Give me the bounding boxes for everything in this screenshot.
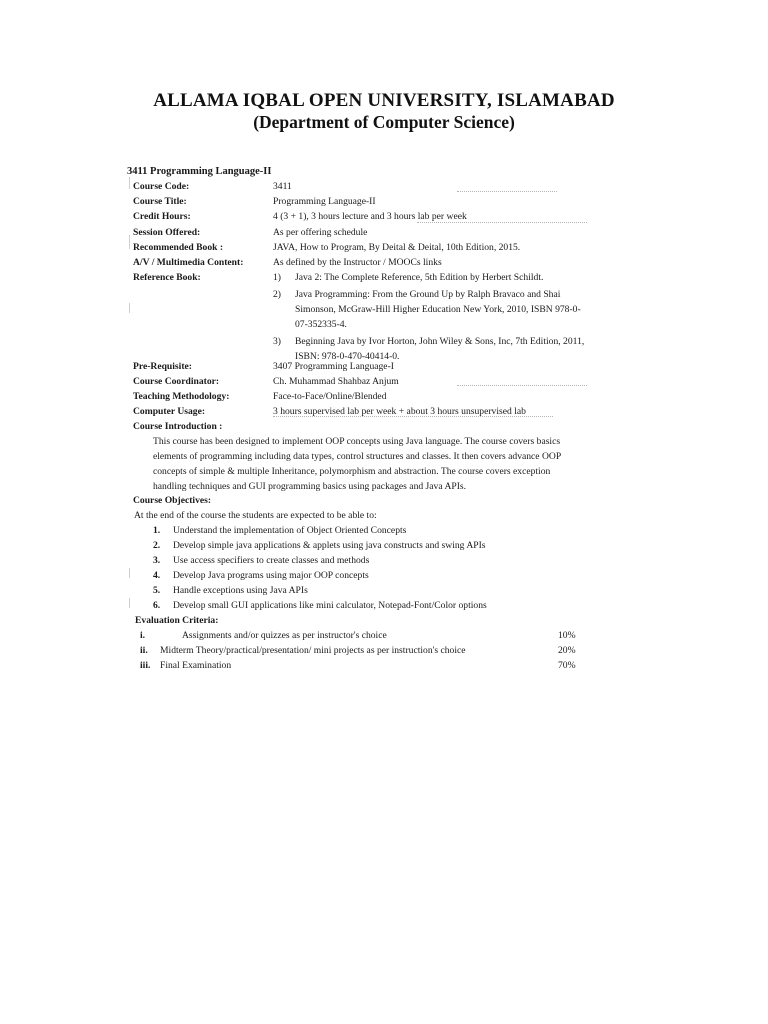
field-label: Course Title: <box>133 196 187 207</box>
objective-number: 4. <box>153 570 161 581</box>
scan-margin-mark <box>129 303 130 313</box>
field-value: Face-to-Face/Online/Blended <box>273 391 387 402</box>
evaluation-weight: 20% <box>558 645 576 656</box>
reference-list <box>273 270 623 364</box>
objective-text: Develop Java programs using major OOP concepts <box>173 570 369 581</box>
reference-item <box>273 270 623 285</box>
course-outline-scan <box>127 163 597 673</box>
field-value: 3407 Programming Language-I <box>273 361 394 372</box>
objective-text: Develop simple java applications & applets using java constructs and swing APIs <box>173 540 486 551</box>
field-value: As defined by the Instructor / MOOCs links <box>273 257 442 268</box>
objective-number: 2. <box>153 540 161 551</box>
evaluation-text: Final Examination <box>160 660 232 671</box>
field-label: Computer Usage: <box>133 406 206 417</box>
objective-item <box>153 568 369 583</box>
reference-number: 3) <box>273 336 281 347</box>
field-label: Teaching Methodology: <box>133 391 230 402</box>
scan-margin-mark <box>129 568 130 578</box>
evaluation-criteria-label: Evaluation Criteria: <box>135 615 219 626</box>
field-value: 3411 <box>273 181 292 192</box>
scan-artifact-line <box>273 416 553 417</box>
field-label: Course Code: <box>133 181 190 192</box>
field-value: Ch. Muhammad Shahbaz Anjum <box>273 376 399 387</box>
evaluation-weight: 10% <box>558 630 576 641</box>
evaluation-text: Midterm Theory/practical/presentation/ mini projects as per instruction's choice <box>160 645 466 656</box>
evaluation-weight: 70% <box>558 660 576 671</box>
reference-line: Java 2: The Complete Reference, 5th Edition by Herbert Schildt. <box>295 272 544 283</box>
evaluation-item <box>140 628 580 643</box>
field-label: Credit Hours: <box>133 211 191 222</box>
course-introduction-text <box>153 434 625 494</box>
field-label: Session Offered: <box>133 227 201 238</box>
objective-text: Handle exceptions using Java APIs <box>173 585 308 596</box>
evaluation-item <box>140 658 580 673</box>
introduction-line: elements of programming including data types, control structures and classes. It then covers advance OOP <box>153 451 562 462</box>
field-value: Programming Language-II <box>273 196 376 207</box>
evaluation-number: iii. <box>140 660 151 671</box>
field-label: Pre-Requisite: <box>133 361 192 372</box>
evaluation-text: Assignments and/or quizzes as per instructor's choice <box>182 630 387 641</box>
course-objectives-label: Course Objectives: <box>133 495 212 506</box>
course-introduction-label: Course Introduction : <box>133 421 223 432</box>
objective-text: Understand the implementation of Object Oriented Concepts <box>173 525 407 536</box>
objective-number: 5. <box>153 585 161 596</box>
objective-item <box>153 523 406 538</box>
field-value: 3 hours supervised lab per week + about 3 hours unsupervised lab <box>273 406 526 417</box>
field-label: Course Coordinator: <box>133 376 220 387</box>
objective-text: Use access specifiers to create classes and methods <box>173 555 370 566</box>
department-subtitle: (Department of Computer Science) <box>253 112 515 132</box>
objective-item <box>153 598 487 613</box>
reference-number: 1) <box>273 272 281 283</box>
reference-item <box>273 287 623 332</box>
objective-number: 1. <box>153 525 161 536</box>
field-label: Recommended Book : <box>133 242 224 253</box>
university-title: ALLAMA IQBAL OPEN UNIVERSITY, ISLAMABAD <box>153 90 615 111</box>
scan-margin-mark <box>129 177 130 189</box>
introduction-line: This course has been designed to implement OOP concepts using Java language. The course covers basics <box>153 436 561 447</box>
objective-item <box>153 583 308 598</box>
reference-line: Java Programming: From the Ground Up by Ralph Bravaco and Shai <box>295 289 561 300</box>
objective-item <box>153 538 486 553</box>
evaluation-number: i. <box>140 630 146 641</box>
field-label: Reference Book: <box>133 272 201 283</box>
reference-line: Beginning Java by Ivor Horton, John Wiley & Sons, Inc, 7th Edition, 2011, <box>295 336 585 347</box>
reference-number: 2) <box>273 289 281 300</box>
reference-line: Simonson, McGraw-Hill Higher Education New York, 2010, ISBN 978-0- <box>295 304 581 315</box>
evaluation-item <box>140 643 580 658</box>
field-label: A/V / Multimedia Content: <box>133 257 244 268</box>
evaluation-number: ii. <box>140 645 148 656</box>
objective-number: 6. <box>153 600 161 611</box>
objective-number: 3. <box>153 555 161 566</box>
objective-text: Develop small GUI applications like mini calculator, Notepad-Font/Color options <box>173 600 487 611</box>
field-value: JAVA, How to Program, By Deital & Deital, 10th Edition, 2015. <box>273 242 521 253</box>
scan-artifact-line <box>457 191 557 192</box>
reference-line: 07-352335-4. <box>295 319 347 330</box>
introduction-line: concepts of simple & multiple Inheritance, polymorphism and abstraction. The course covers exception <box>153 466 551 477</box>
scan-margin-mark <box>129 598 130 608</box>
objective-item <box>153 553 369 568</box>
objectives-intro: At the end of the course the students are expected to be able to: <box>134 510 377 521</box>
field-value: 4 (3 + 1), 3 hours lecture and 3 hours lab per week <box>273 211 467 222</box>
course-heading: 3411 Programming Language-II <box>127 166 272 177</box>
introduction-line: handling techniques and GUI programming basics using packages and Java APIs. <box>153 481 467 492</box>
scan-margin-mark <box>129 235 130 249</box>
scan-artifact-line <box>417 222 587 223</box>
field-value: As per offering schedule <box>273 227 368 238</box>
scan-artifact-line <box>457 385 587 386</box>
reference-line: ISBN: 978-0-470-40414-0. <box>295 351 400 362</box>
